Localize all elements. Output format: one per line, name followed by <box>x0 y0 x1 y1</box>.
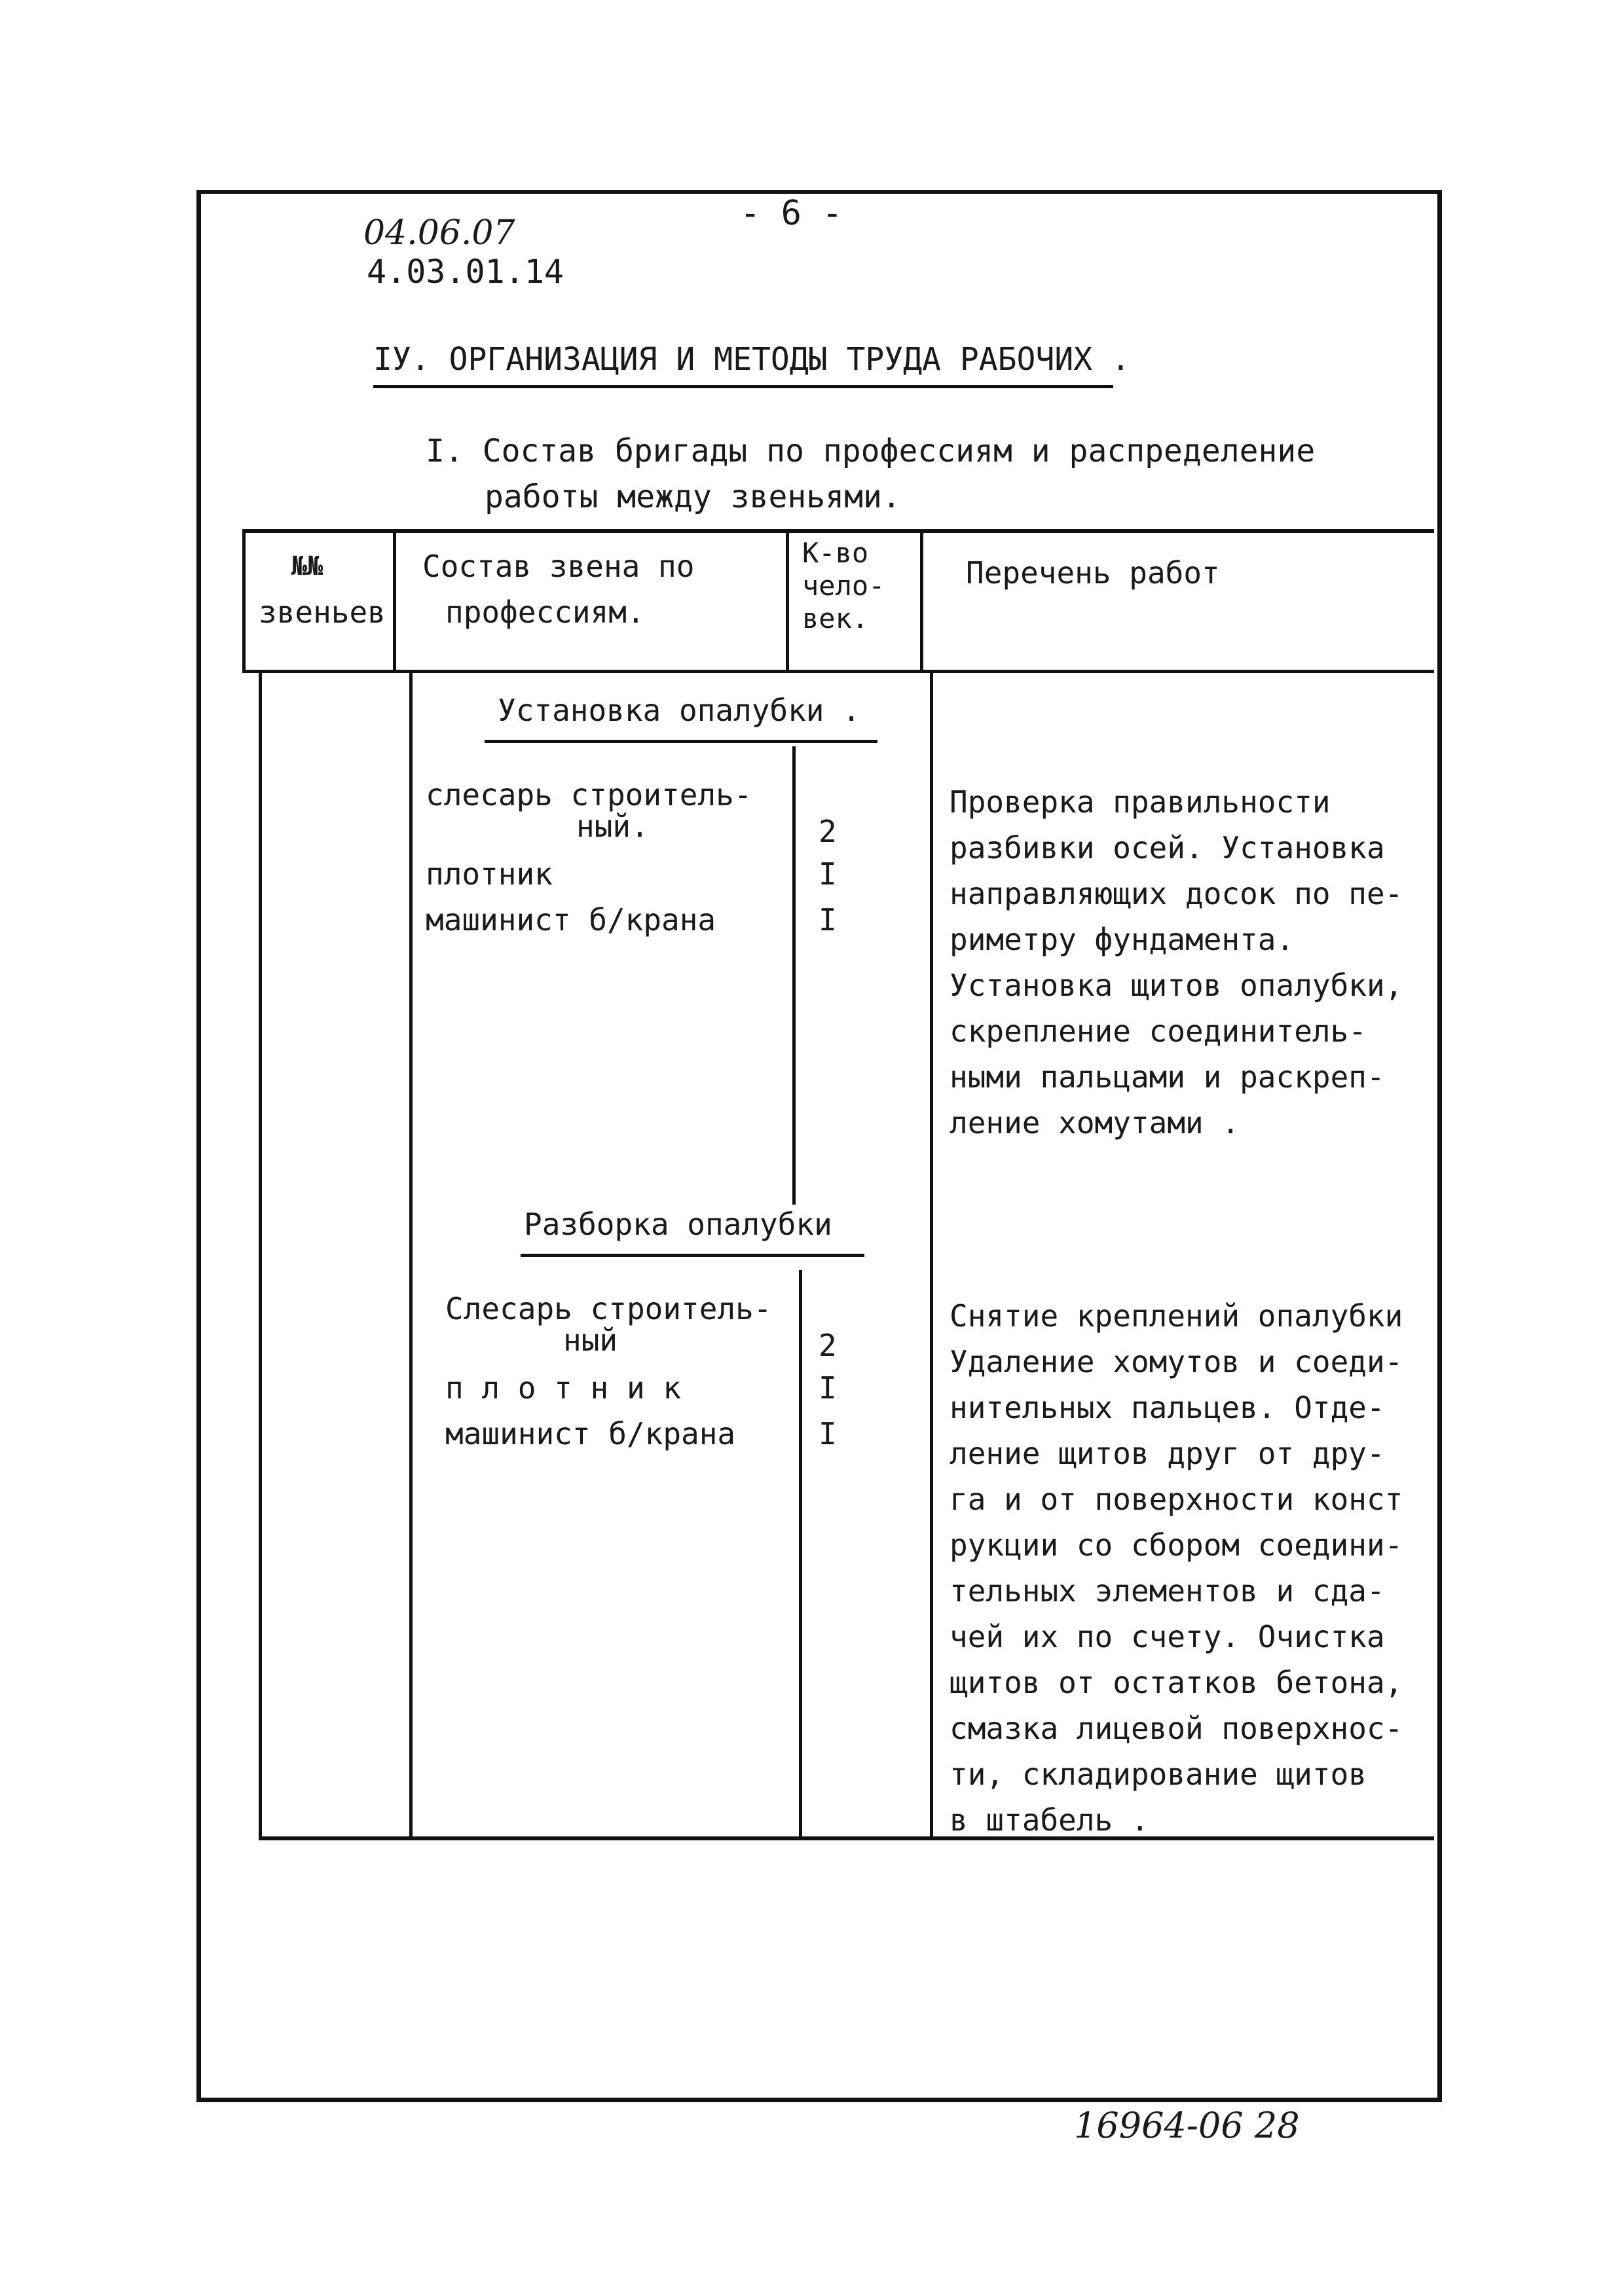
work-line: разбивки осей. Установка <box>950 830 1385 866</box>
worker-row: ный <box>563 1322 618 1358</box>
count-cell: I <box>819 1416 837 1451</box>
table-bottom-border <box>259 1836 1434 1840</box>
subtitle-line-1: I. Состав бригады по профессиям и распределение <box>426 433 1316 469</box>
header-col4: Перечень работ <box>966 555 1220 591</box>
count-cell: 2 <box>819 1328 837 1363</box>
work-line: нительных пальцев. Отде- <box>950 1390 1385 1425</box>
header-col3-line1: К-во <box>802 537 869 569</box>
handwritten-reference: 16964-06 28 <box>1074 2105 1300 2146</box>
worker-row: плотник <box>426 856 553 892</box>
table-header-divider <box>242 670 1434 673</box>
header-col2-line1: Состав звена по <box>422 549 695 584</box>
col3-divider <box>930 670 933 1840</box>
col3-divider-header <box>920 529 923 670</box>
work-line: смазка лицевой поверхнос- <box>950 1711 1403 1746</box>
count-cell: I <box>819 902 837 938</box>
work-line: ление щитов друг от дру- <box>950 1436 1385 1471</box>
work-line: ными пальцами и раскреп- <box>950 1059 1385 1095</box>
count-cell: I <box>819 856 837 892</box>
work-line: рукции со сбором соедини- <box>950 1527 1403 1563</box>
work-line: направляющих досок по пе- <box>950 876 1403 911</box>
table-top-border <box>242 529 1434 533</box>
worker-row: п л о т н и к <box>445 1370 682 1406</box>
section-title-underline <box>373 385 1113 388</box>
work-line: скрепление соединитель- <box>950 1013 1367 1049</box>
handwritten-code: 04.06.07 <box>363 213 515 253</box>
worker-row: машинист б/крана <box>426 902 716 938</box>
col2-divider-lower <box>799 1270 802 1840</box>
work-line: га и от поверхности конст <box>950 1482 1403 1517</box>
work-line: ти, складирование щитов <box>950 1757 1367 1792</box>
page-border <box>196 190 1442 2102</box>
worker-row: слесарь строитель- <box>426 777 752 812</box>
work-line: щитов от остатков бетона, <box>950 1665 1403 1700</box>
work-line: риметру фундамента. <box>950 922 1295 957</box>
header-col2-line2: профессиям. <box>445 594 645 630</box>
worker-row: Слесарь строитель- <box>445 1291 772 1326</box>
work-line: Удаление хомутов и соеди- <box>950 1344 1403 1379</box>
work-line: тельных элементов и сда- <box>950 1573 1385 1609</box>
table-left-border <box>259 670 262 1840</box>
doc-code: 4.03.01.14 <box>367 253 564 291</box>
count-cell: 2 <box>819 814 837 849</box>
col1-divider-header <box>393 529 396 670</box>
page-number: - 6 - <box>740 194 843 233</box>
col1-divider <box>409 670 413 1840</box>
subtitle-line-2: работы между звеньями. <box>485 479 901 515</box>
worker-row: машинист б/крана <box>445 1416 736 1451</box>
col2-divider-upper <box>792 746 796 1205</box>
group-title-installation-underline <box>485 740 877 743</box>
header-col1-mark: №№ <box>291 551 323 581</box>
work-line: Снятие креплений опалубки <box>950 1298 1403 1334</box>
header-col3-line2: чело- <box>802 570 885 602</box>
work-line: Установка щитов опалубки, <box>950 968 1403 1003</box>
work-line: ление хомутами . <box>950 1105 1240 1140</box>
worker-row: ный. <box>576 809 649 844</box>
table-left-border-header <box>242 529 246 670</box>
section-title: IУ. ОРГАНИЗАЦИЯ И МЕТОДЫ ТРУДА РАБОЧИХ . <box>373 341 1130 378</box>
header-col1-label: звеньев <box>259 594 386 630</box>
col2-divider-header <box>786 529 789 670</box>
work-line: Проверка правильности <box>950 784 1331 820</box>
work-line: чей их по счету. Очистка <box>950 1619 1385 1654</box>
group-title-dismantling: Разборка опалубки <box>524 1207 832 1242</box>
group-title-installation: Установка опалубки . <box>498 693 860 728</box>
header-col3-line3: век. <box>802 602 869 634</box>
group-title-dismantling-underline <box>521 1254 864 1257</box>
count-cell: I <box>819 1370 837 1406</box>
work-line: в штабель . <box>950 1802 1149 1838</box>
